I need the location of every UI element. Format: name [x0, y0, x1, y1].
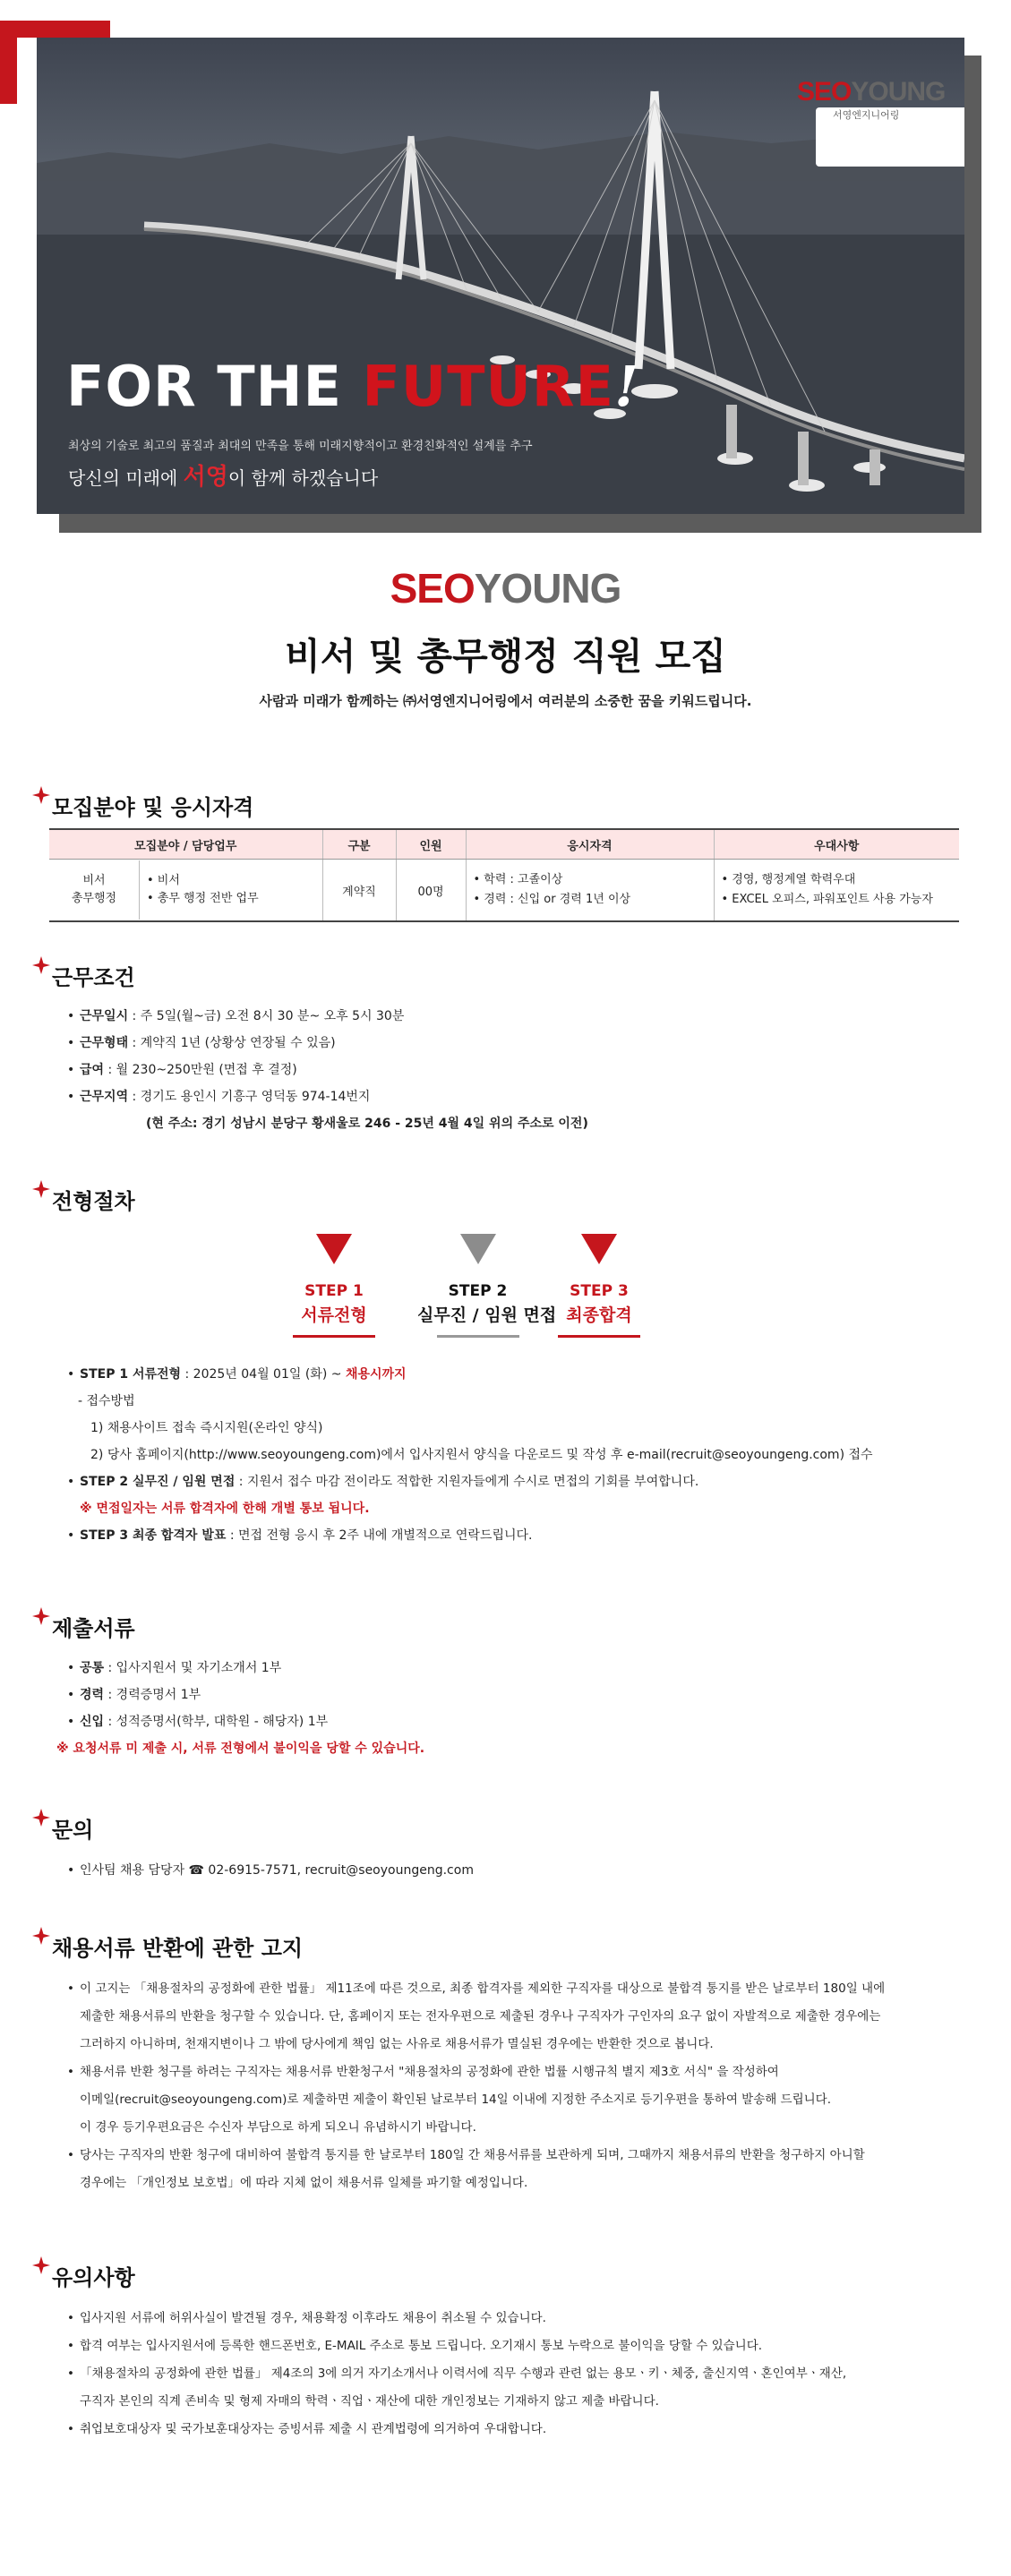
- paragraph-line: • 이 고지는 「채용절차의 공정화에 관한 법률」 제11조에 따른 것으로, 최종 합격자를 제외한 구직자를 대상으로 불합격 통지를 받은 날로부터 180일 내에: [67, 1981, 886, 1996]
- field-cell: 비서 총무행정: [71, 874, 117, 905]
- list-item: • 「채용절차의 공정화에 관한 법률」 제4조의 3에 의거 자기소개서나 이력서에 직무 수행과 관련 없는 용모ㆍ키ㆍ체중, 출신지역ㆍ혼인여부ㆍ재산,: [67, 2366, 847, 2381]
- contact-list: [67, 1857, 474, 1884]
- list-item: • STEP 1 서류전형 : 2025년 04월 01일 (화) ~ 채용시까지: [67, 1367, 407, 1382]
- notes-list: [67, 2305, 972, 2443]
- list-item: - 접수방법: [78, 1394, 135, 1408]
- paragraph-line: 경우에는 「개인정보 보호법」에 따라 지체 없이 채용서류 일체를 파기할 예정입니다.: [80, 2176, 528, 2190]
- qualification-cell: • 학력 : 고졸이상 • 경력 : 신입 or 경력 1년 이상: [466, 860, 714, 922]
- list-item: • 근무형태 : 계약직 1년 (상황상 연장될 수 있음): [67, 1036, 336, 1050]
- list-item: • 취업보호대상자 및 국가보훈대상자는 증빙서류 제출 시 관계법령에 의거하여 우대합니다.: [67, 2422, 547, 2436]
- page-title: 비서 및 총무행정 직원 모집: [285, 635, 726, 678]
- paragraph-line: 그러하지 아니하며, 천재지변이나 그 밖에 당사에게 책임 없는 사유로 채용서류가 멸실된 경우에는 반환한 것으로 봅니다.: [80, 2037, 714, 2051]
- page-subtitle: 사람과 미래가 함께하는 ㈜서영엔지니어링에서 여러분의 소중한 꿈을 키워드립니다.: [259, 693, 752, 709]
- table-row: [49, 860, 959, 922]
- list-item: • 입사지원 서류에 허위사실이 발견될 경우, 채용확정 이후라도 채용이 취소될 수 있습니다.: [67, 2311, 546, 2325]
- return-notice-text: [67, 1975, 972, 2197]
- hero-slogan: 당신의 미래에 서영이 함께 하겠습니다: [68, 464, 379, 491]
- step-arrow-icon: [581, 1234, 617, 1264]
- list-item: • 근무지역 : 경기도 용인시 기흥구 영덕동 974-14번지: [67, 1090, 371, 1104]
- list-item: • 근무일시 : 주 5일(월~금) 오전 8시 30 분~ 오후 5시 30분: [67, 1009, 405, 1023]
- qualification-table: [49, 828, 959, 922]
- list-item: • 급여 : 월 230~250만원 (면접 후 결정): [67, 1063, 297, 1077]
- step-1: STEP 1 서류전형: [285, 1234, 383, 1338]
- table-header: 구분: [322, 829, 396, 860]
- count-cell: 00명: [396, 860, 466, 922]
- table-header: 우대사항: [714, 829, 959, 860]
- hero-banner: [0, 0, 1011, 537]
- paragraph-line: 이 경우 등기우편요금은 수신자 부담으로 하게 되오니 유념하시기 바랍니다.: [80, 2120, 476, 2135]
- list-item: 2) 당사 홈페이지(http://www.seoyoungeng.com)에서 입사지원서 양식을 다운로드 및 작성 후 e-mail(recruit@seoyoungeng.com) 접수: [90, 1448, 873, 1462]
- conditions-list: [67, 1003, 588, 1137]
- paragraph-line: 이메일(recruit@seoyoungeng.com)로 제출하면 제출이 확인된 날로부터 14일 이내에 지정한 주소지로 등기우편을 통하여 발송해 드립니다.: [80, 2092, 832, 2107]
- list-item: • 합격 여부는 입사지원서에 등록한 핸드폰번호, E-MAIL 주소로 통보 드립니다. 오기재시 통보 누락으로 불이익을 당할 수 있습니다.: [67, 2339, 763, 2353]
- hero-subtitle: 최상의 기술로 최고의 품질과 최대의 만족을 통해 미래지향적이고 환경친화적인 설계를 추구: [68, 440, 533, 453]
- table-header-row: [49, 829, 959, 860]
- paragraph-line: • 채용서류 반환 청구를 하려는 구직자는 채용서류 반환청구서 "채용절차의 공정화에 관한 법률 시행규칙 별지 제3호 서식" 을 작성하여: [67, 2065, 779, 2079]
- paragraph-line: • 당사는 구직자의 반환 청구에 대비하여 불합격 통지를 한 날로부터 180일 간 채용서류를 보관하게 되며, 그때까지 채용서류의 반환을 청구하지 아니할: [67, 2148, 865, 2162]
- paragraph-line: 제출한 채용서류의 반환을 청구할 수 있습니다. 단, 홈페이지 또는 전자우편으로 제출된 경우나 구직자가 구인자의 요구 없이 자발적으로 제출한 경우에는: [80, 2009, 881, 2024]
- location-note: (현 주소: 경기 성남시 분당구 황새울로 246 - 25년 4월 4일 위의 주소로 이전): [146, 1117, 588, 1131]
- brand-logo: SEOYOUNG: [390, 565, 621, 612]
- documents-list: [56, 1655, 425, 1762]
- list-item: • 신입 : 성적증명서(학부, 대학원 - 해당자) 1부: [67, 1715, 329, 1729]
- list-item: • 인사팀 채용 담당자 ☎ 02-6915-7571, recruit@seoyoungeng.com: [67, 1863, 474, 1878]
- hero-logo: SEOYOUNG: [797, 77, 946, 107]
- list-item: • STEP 2 실무진 / 임원 면접 : 지원서 접수 마감 전이라도 적합한 지원자들에게 수시로 면접의 기회를 부여합니다.: [67, 1475, 699, 1489]
- hero-title: FOR THE FUTURE!: [66, 354, 640, 419]
- duty-cell: • 비서 • 총무 행정 전반 업무: [139, 860, 259, 920]
- list-item: 1) 채용사이트 접속 즉시지원(온라인 양식): [90, 1421, 323, 1435]
- list-item: • STEP 3 최종 합격자 발표 : 면접 전형 응시 후 2주 내에 개별적으로 연락드립니다.: [67, 1528, 533, 1543]
- preference-cell: • 경영, 행정계열 학력우대 • EXCEL 오피스, 파워포인트 사용 가능자: [714, 860, 959, 922]
- table-header: 응시자격: [466, 829, 714, 860]
- table-header: 인원: [396, 829, 466, 860]
- list-item: • 경력 : 경력증명서 1부: [67, 1688, 201, 1702]
- list-item: • 공통 : 입사지원서 및 자기소개서 1부: [67, 1661, 282, 1675]
- type-cell: 계약직: [322, 860, 396, 922]
- documents-warning: ※ 요청서류 미 제출 시, 서류 전형에서 불이익을 당할 수 있습니다.: [56, 1742, 425, 1756]
- interview-note: ※ 면접일자는 서류 합격자에 한해 개별 통보 됩니다.: [80, 1502, 370, 1516]
- hero-logo-subtitle: 서영엔지니어링: [833, 109, 900, 121]
- process-list: [67, 1361, 873, 1549]
- step-arrow-icon: [460, 1234, 496, 1264]
- step-3: STEP 3 최종합격: [550, 1234, 648, 1338]
- step-2: STEP 2 실무진 / 임원 면접: [417, 1234, 538, 1338]
- table-header: 모집분야 / 담당업무: [49, 829, 322, 860]
- list-item: 구직자 본인의 직계 존비속 및 형제 자매의 학력ㆍ직업ㆍ재산에 대한 개인정보는 기재하지 않고 제출 바랍니다.: [80, 2394, 659, 2409]
- step-arrow-icon: [316, 1234, 352, 1264]
